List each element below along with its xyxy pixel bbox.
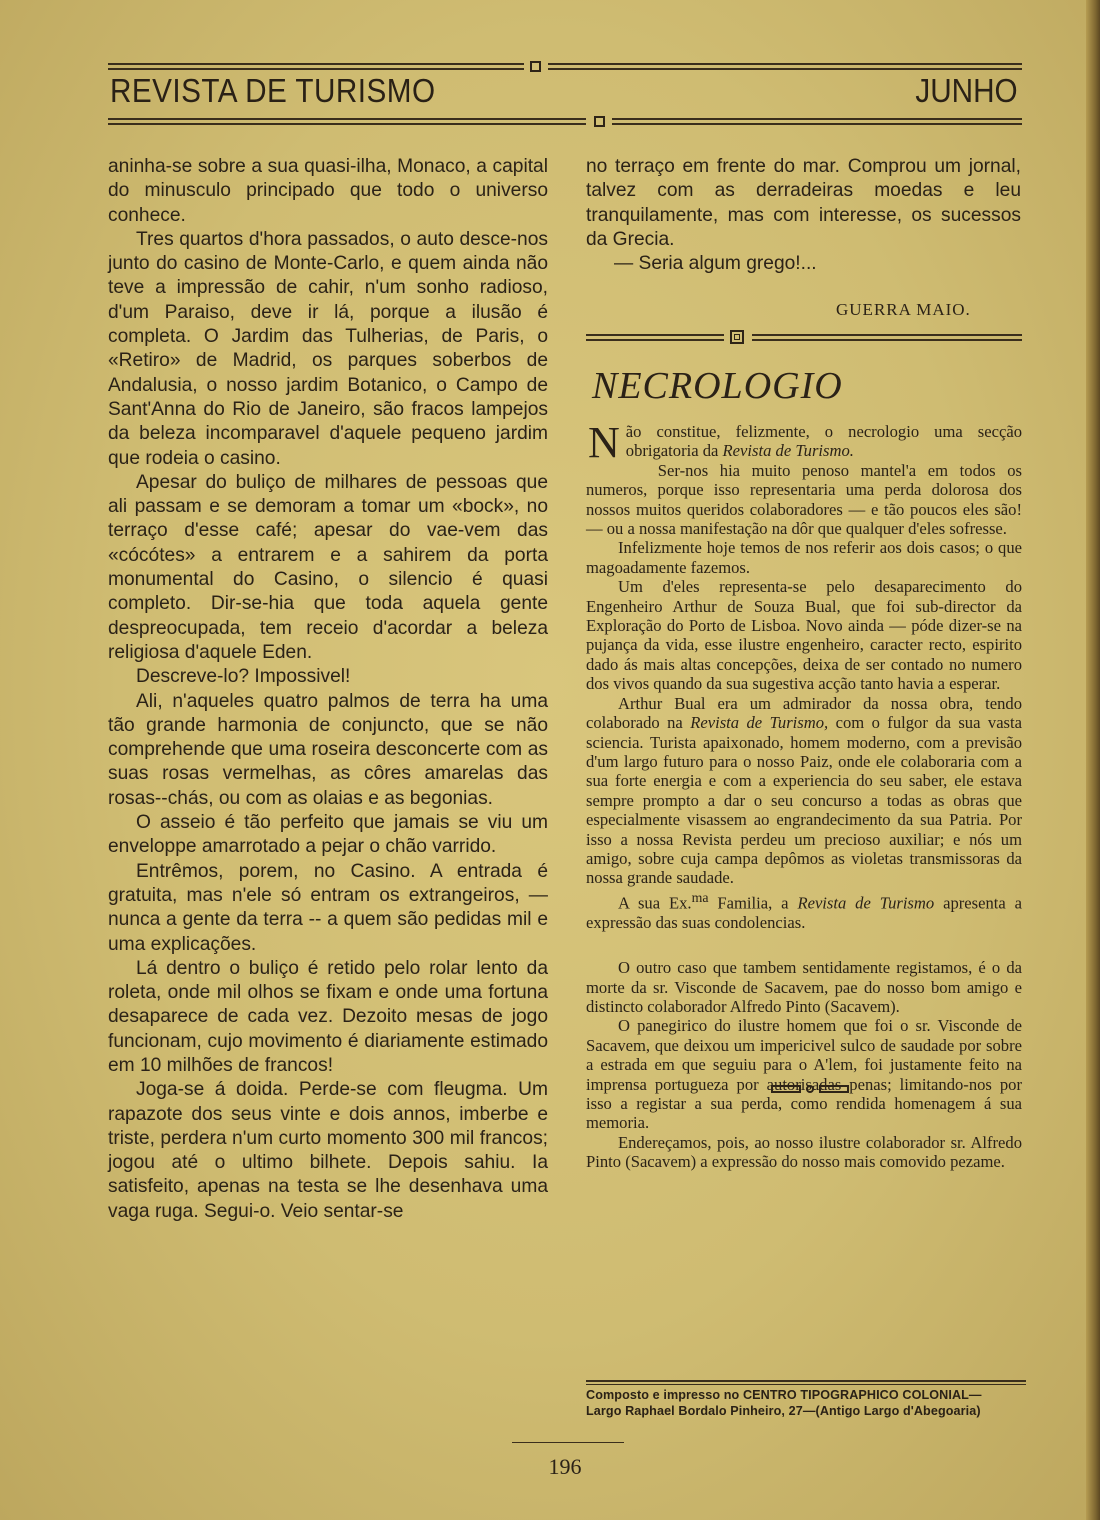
paragraph: Lá dentro o buliço é retido pelo rolar lento da roleta, onde mil olhos se fixam e onde uma fortuna desaparece de cada vez. Dezoito mesas de jogo funcionam, cujo movimento é diariamente estimado em 10 milhões de francos! <box>108 957 548 1076</box>
paragraph: O panegirico do ilustre homem que foi o sr. Visconde de Sacavem, que deixou um impericivel sulco de saudade por sobre a estrada em que seguiu para o A'lem, foi justamente feito na imprensa portugueza por autorisadas penas; limitando-nos por isso a registar a sua perda, como rendida homenagem á sua memoria. <box>586 1016 1022 1133</box>
paragraph: aninha-se sobre a sua quasi-ilha, Monaco, a capital do minusculo principado que todo o universo conhece. <box>108 156 548 226</box>
paragraph-divider-ornament <box>770 1084 850 1094</box>
paragraph: Endereçamos, pois, ao nosso ilustre colaborador sr. Alfredo Pinto (Sacavem) a expressão do nosso mais comovido pezame. <box>586 1132 1022 1172</box>
header-rule-top-left <box>108 63 524 70</box>
ornament-spacer <box>586 932 1022 958</box>
page-number: 196 <box>548 1454 582 1479</box>
article-left-column <box>108 155 548 1224</box>
magazine-title: REVISTA DE TURISMO <box>110 72 436 109</box>
article-right-column-continuation <box>586 155 1021 276</box>
paragraph: Arthur Bual era um admirador da nossa obra, tendo colaborado na Revista de Turismo, com o fulgor da sua vasta sciencia. Turista apaixonado, homem moderno, com a previsão d'um largo futuro para o nosso Paiz, onde ele colaboraria com a sua forte energia e com a experiencia do seu saber, ele estava sempre prompto a dar o seu concurso a todas as obras que especialmente visassem ao engrandecimento da sua Patria. Por isso a nossa Revista perdeu um precioso auxiliar; e nós um amigo, sobre cuja campa depômos as violetas transmissoras da nossa grande saudade. <box>586 693 1022 888</box>
paragraph: Joga-se á doida. Perde-se com fleugma. Um rapazote dos seus vinte e dois annos, imberbe e triste, perdera n'um curto momento 300 mil francos; jogou até o ultimo bilhete. Depois sahiu. Ia satisfeito, apenas na testa se lhe desenhava uma vaga ruga. Segui-o. Veio sentar-se <box>108 1079 548 1222</box>
author-signature: GUERRA MAIO. <box>836 300 971 319</box>
paragraph: Infelizmente hoje temos de nos referir aos dois casos; o que magoadamente fazemos. <box>586 538 1022 577</box>
paragraph: O asseio é tão perfeito que jamais se viu um enveloppe amarrotado a pejar o chão varrido. <box>108 812 548 858</box>
paragraph: Ser-nos hia muito penoso mantel'a em todos os numeros, porque isso representaria uma perda dolorosa dos nossos muitos queridos colaboradores — e tão poucos eles são! — ou a nossa manifestação na dôr que qualquer d'eles sofresse. <box>586 460 1022 539</box>
drop-cap: N <box>588 418 620 467</box>
paragraph: Um d'eles representa-se pelo desaparecimento do Engenheiro Arthur de Souza Bual, que foi sub-director da Exploração do Porto de Lisboa. Novo ainda — póde dizer-se na pujança da vida, esse ilustre engenheiro, caracter recto, espirito dado ás mais altas concepções, deixa de ser contado no numero dos vivos quando da sua sugestiva acção tanto havia a esperar. <box>586 577 1022 694</box>
paragraph: Ali, n'aqueles quatro palmos de terra ha uma tão grande harmonia de conjuncto, que se não comprehende que uma roseira desconcerte com as suas rosas vermelhas, as côres amarelas das rosas--chás, ou com as olaias e as begonias. <box>108 690 548 809</box>
section-box-ornament <box>730 330 744 344</box>
paragraph: Descreve-lo? Impossivel! <box>136 666 351 688</box>
paragraph: — Seria algum grego!... <box>614 253 817 275</box>
section-rule-left <box>586 334 724 341</box>
paragraph: Não constitue, felizmente, o necrologio uma secção obrigatoria da Revista de Turismo. <box>588 418 1022 467</box>
paragraph: A sua Ex.$^{ma}$ Familia, a Revista de Turismo apresenta a expressão das suas condolencias. <box>586 889 1022 932</box>
header-rule-bottom-left <box>108 118 586 125</box>
paragraph: Entrêmos, porem, no Casino. A entrada é gratuita, mas n'ele só entram os extrangeiros, — nunca a gente da terra -- a quem são pedidas mil e uma explicações. <box>108 860 548 955</box>
paragraph: O outro caso que tambem sentidamente registamos, é o da morte da sr. Visconde de Sacavem, pae do nosso bom amigo e distincto colaborador Alfredo Pinto (Sacavem). <box>586 958 1022 1016</box>
page-binding-edge <box>1086 0 1100 1520</box>
necrologio-body <box>586 418 1022 1172</box>
imprint-rule <box>586 1380 1026 1385</box>
paragraph: no terraço em frente do mar. Comprou um jornal, talvez com as derradeiras moedas e leu tranquilamente, mas com interesse, os sucessos da Grecia. <box>586 156 1021 250</box>
header-box-ornament-top <box>530 61 541 72</box>
section-rule-right <box>752 334 1022 341</box>
section-title: NECROLOGIO <box>592 365 843 407</box>
header-box-ornament-bottom <box>594 116 605 127</box>
header-rule-top-right <box>548 63 1022 70</box>
header-rule-bottom-right <box>612 118 1022 125</box>
paragraph: Apesar do buliço de milhares de pessoas que ali passam e se demoram a tomar um «bock», no terraço d'esse café; apesar do vae-vem das «cócótes» a entrarem e a sahirem da porta monumental do Casino, o silencio é quasi completo. Dir-se-hia que toda aquela gente despreocupada, tem receio d'acordar a beleza religiosa d'aquele Eden. <box>108 471 548 663</box>
paragraph: Tres quartos d'hora passados, o auto desce-nos junto do casino de Monte-Carlo, e quem ainda não teve a impressão de cahir, n'um sonho radioso, d'um Paraiso, deve ir lá, porque a ilusão é completa. O Jardim das Tulherias, de Paris, o «Retiro» de Madrid, os parques soberbos de Andalusia, o nosso jardim Botanico, o Campo de Sant'Anna do Rio de Janeiro, são fracos lampejos da beleza incomparavel d'aquele pequeno jardim que rodeia o casino. <box>108 228 548 469</box>
footer-rule <box>512 1442 624 1443</box>
printer-imprint: Composto e impresso no CENTRO TIPOGRAPHICO COLONIAL— Largo Raphael Bordalo Pinheiro, 27—(Antigo Largo d'Abegoaria) <box>586 1388 982 1418</box>
issue-month: JUNHO <box>915 72 1018 109</box>
